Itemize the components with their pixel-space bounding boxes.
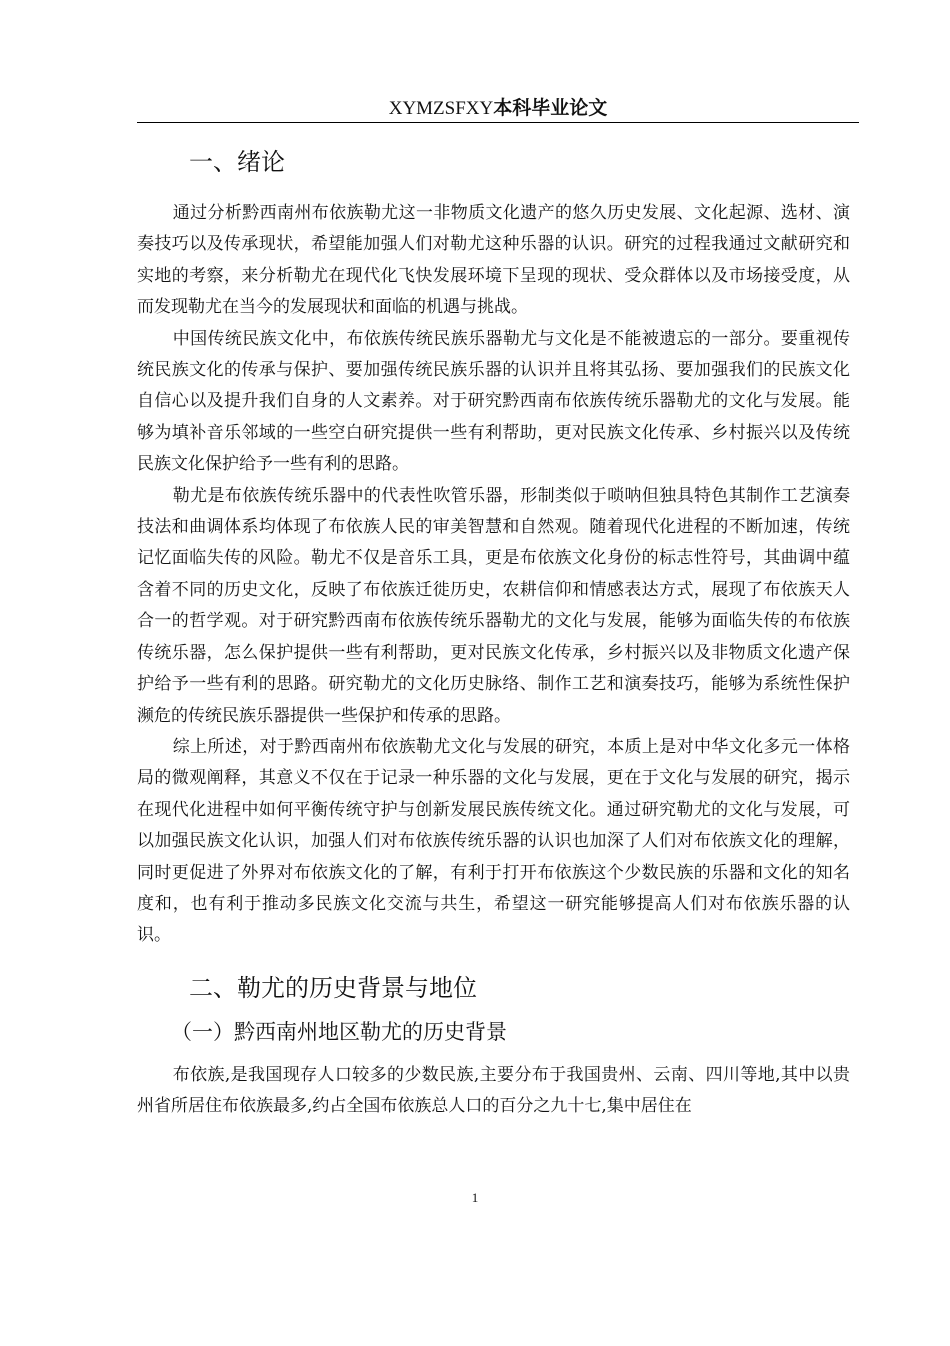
intro-paragraph-3: 勒尤是布依族传统乐器中的代表性吹管乐器，形制类似于唢呐但独具特色其制作工艺演奏技法和曲调体系均体现了布依族人民的审美智慧和自然观。随着现代化进程的不断加速，传统记忆面临失传的风险。勒尤不仅是音乐工具，更是布依族文化身份的标志性符号，其曲调中蕴含着不同的历史文化，反映了布依族迁徙历史，农耕信仰和情感表达方式，展现了布依族天人合一的哲学观。对于研究黔西南布依族传统乐器勒尤的文化与发展，能够为面临失传的布依族传统乐器，怎么保护提供一些有利帮助，更对民族文化传承，乡村振兴以及非物质文化遗产保护给予一些有利的思路。研究勒尤的文化历史脉络、制作工艺和演奏技巧，能够为系统性保护濒危的传统民族乐器提供一些保护和传承的思路。 — [137, 485, 850, 726]
document-body — [137, 140, 850, 1123]
intro-paragraph-4: 综上所述，对于黔西南州布依族勒尤文化与发展的研究，本质上是对中华文化多元一体格局的微观阐释，其意义不仅在于记录一种乐器的文化与发展，更在于文化与发展的研究，揭示在现代化进程中如何平衡传统守护与创新发展民族传统文化。通过研究勒尤的文化与发展，可以加强民族文化认识，加强人们对布依族传统乐器的认识也加深了人们对布依族文化的理解，同时更促进了外界对布依族文化的了解，有利于打开布依族这个少数民族的乐器和文化的知名度和，也有利于推动多民族文化交流与共生，希望这一研究能够提高人们对布依族乐器的认识。 — [137, 736, 850, 946]
background-paragraph-1: 布依族,是我国现存人口较多的少数民族,主要分布于我国贵州、云南、四川等地,其中以贵州省所居住布依族最多,约占全国布依族总人口的百分之九十七,集中居住在 — [137, 1064, 850, 1117]
page-header — [137, 96, 859, 123]
header-thesis-label: 本科毕业论文 — [493, 97, 608, 119]
subsection-heading-background: （一）黔西南州地区勒尤的历史背景 — [171, 1019, 507, 1044]
page-number: 1 — [471, 1190, 479, 1205]
header-school-code: XYMZSFXY — [388, 98, 494, 119]
intro-paragraph-1: 通过分析黔西南州布依族勒尤这一非物质文化遗产的悠久历史发展、文化起源、选材、演奏技巧以及传承现状，希望能加强人们对勒尤这种乐器的认识。研究的过程我通过文献研究和实地的考察，来分析勒尤在现代化飞快发展环境下呈现的现状、受众群体以及市场接受度，从而发现勒尤在当今的发展现状和面临的机遇与挑战。 — [137, 203, 850, 318]
section-heading-introduction: 一、绪论 — [189, 148, 285, 176]
section-heading-history: 二、勒尤的历史背景与地位 — [189, 973, 477, 1002]
intro-paragraph-2: 中国传统民族文化中，布依族传统民族乐器勒尤与文化是不能被遗忘的一部分。要重视传统民族文化的传承与保护、要加强传统民族乐器的认识并且将其弘扬、要加强我们的民族文化自信心以及提升我们自身的人文素养。对于研究黔西南布依族传统乐器勒尤的文化与发展。能够为填补音乐邻域的一些空白研究提供一些有利帮助，更对民族文化传承、乡村振兴以及传统民族文化保护给予一些有利的思路。 — [137, 328, 850, 475]
